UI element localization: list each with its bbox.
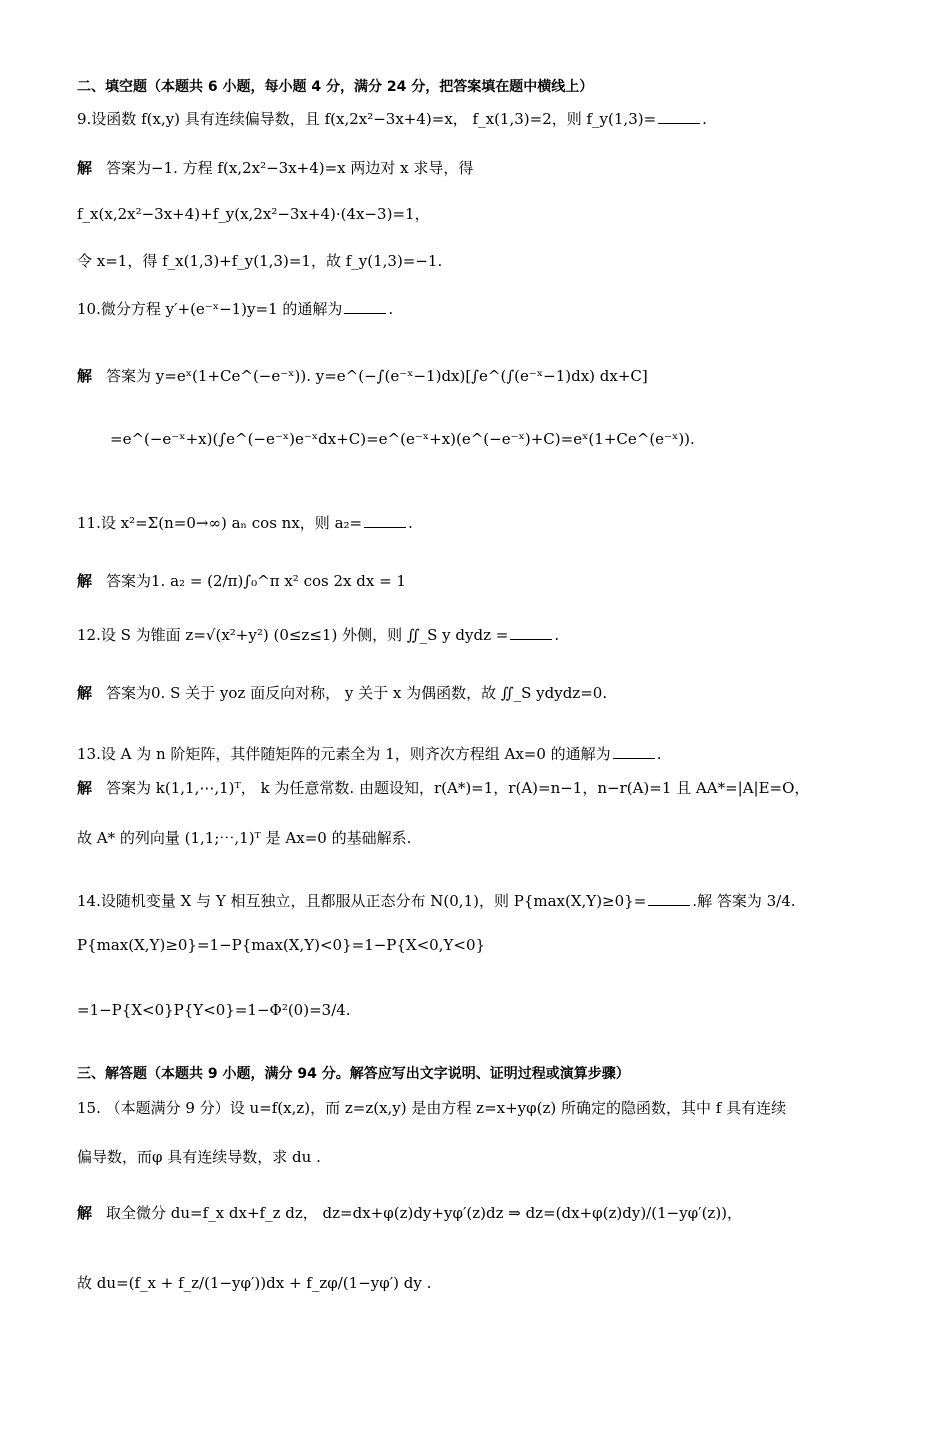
q15-solution-line1: [77, 1202, 910, 1224]
q10-answer-blank: [344, 299, 386, 314]
q9-solution-text1: 答案为−1. 方程 f(x,2x²−3x+4)=x 两边对 x 求导，得: [106, 159, 474, 177]
q13-solution-line1: [77, 777, 910, 799]
q10-question-text: 10.微分方程 y′+(e⁻ˣ−1)y=1 的通解为: [77, 300, 343, 318]
q13-solution-text1: 答案为 k(1,1,⋯,1)ᵀ， k 为任意常数. 由题设知，r(A*)=1，r(A)=n−1，n−r(A)=1 且 AA*=|A|E=O，: [106, 779, 810, 797]
section3-heading: 三、解答题（本题共 9 小题，满分 94 分。解答应写出文字说明、证明过程或演算步骤）: [77, 1066, 630, 1082]
q11-question: 11.设 x²=Σ(n=0→∞) aₙ cos nx，则 a₂= .: [77, 514, 413, 532]
section2-heading: 二、填空题（本题共 6 小题，每小题 4 分，满分 24 分，把答案填在题中横线上）: [77, 79, 594, 95]
q12-solution-label: 解: [77, 684, 93, 702]
q11-answer-blank: [364, 513, 406, 528]
q14-answer-blank: [648, 891, 690, 906]
q13-answer-blank: [613, 744, 655, 759]
q9-solution-label: 解: [77, 159, 93, 177]
q9-question: 9.设函数 f(x,y) 具有连续偏导数，且 f(x,2x²−3x+4)=x， f_x(1,3)=2，则 f_y(1,3)= .: [77, 110, 707, 128]
q13-solution-label: 解: [77, 779, 93, 797]
q15-solution-label: 解: [77, 1204, 93, 1222]
q13-solution-line2: 故 A* 的列向量 (1,1;⋯,1)ᵀ 是 Ax=0 的基础解系.: [77, 829, 412, 847]
q15-question-line2: 偏导数，而φ 具有连续导数，求 du .: [77, 1148, 321, 1166]
q14-question: 14.设随机变量 X 与 Y 相互独立，且都服从正态分布 N(0,1)，则 P{max(X,Y)≥0}= .解 答案为 3/4.: [77, 892, 796, 910]
q10-solution-line1: [77, 365, 910, 387]
q9-solution-line1: [77, 157, 910, 179]
q14-solution-line1: P{max(X,Y)≥0}=1−P{max(X,Y)<0}=1−P{X<0,Y<0}: [77, 936, 486, 954]
q14-question-text: 14.设随机变量 X 与 Y 相互独立，且都服从正态分布 N(0,1)，则 P{max(X,Y)≥0}=: [77, 892, 647, 910]
q10-solution-line2: =e^(−e⁻ˣ+x)(∫e^(−e⁻ˣ)e⁻ˣdx+C)=e^(e⁻ˣ+x)(e^(−e⁻ˣ)+C)=eˣ(1+Ce^(e⁻ˣ)).: [110, 430, 695, 448]
q9-answer-blank: [658, 109, 700, 124]
q10-solution-label: 解: [77, 367, 93, 385]
q15-solution-line2: 故 du=(f_x + f_z/(1−yφ′))dx + f_zφ/(1−yφ′) dy .: [77, 1274, 432, 1292]
q10-solution-text1: 答案为 y=eˣ(1+Ce^(−e⁻ˣ)). y=e^(−∫(e⁻ˣ−1)dx)[∫e^(∫(e⁻ˣ−1)dx) dx+C]: [106, 367, 648, 385]
q12-solution-line1: [77, 682, 910, 704]
q11-solution-label: 解: [77, 572, 93, 590]
q13-question: 13.设 A 为 n 阶矩阵，其伴随矩阵的元素全为 1，则齐次方程组 Ax=0 的通解为 .: [77, 745, 662, 763]
q11-solution-line1: [77, 570, 910, 592]
q9-solution-line3: 令 x=1，得 f_x(1,3)+f_y(1,3)=1，故 f_y(1,3)=−1.: [77, 252, 443, 270]
q12-solution-text1: 答案为0. S 关于 yoz 面反向对称， y 关于 x 为偶函数，故 ∬_S ydydz=0.: [106, 684, 608, 702]
q13-question-text: 13.设 A 为 n 阶矩阵，其伴随矩阵的元素全为 1，则齐次方程组 Ax=0 的通解为: [77, 745, 611, 763]
q10-question: 10.微分方程 y′+(e⁻ˣ−1)y=1 的通解为 .: [77, 300, 394, 318]
q14-solution-inline: 解 答案为 3/4.: [697, 892, 796, 910]
q14-solution-line2: =1−P{X<0}P{Y<0}=1−Φ²(0)=3/4.: [77, 1001, 351, 1019]
q12-question-text: 12.设 S 为锥面 z=√(x²+y²) (0≤z≤1) 外侧，则 ∬_S y dydz =: [77, 626, 509, 644]
q12-answer-blank: [510, 625, 552, 640]
q15-question-line1: 15. （本题满分 9 分）设 u=f(x,z)，而 z=z(x,y) 是由方程 z=x+yφ(z) 所确定的隐函数，其中 f 具有连续: [77, 1099, 787, 1117]
q11-solution-text1: 答案为1. a₂ = (2/π)∫₀^π x² cos 2x dx = 1: [106, 572, 406, 590]
q11-question-text: 11.设 x²=Σ(n=0→∞) aₙ cos nx，则 a₂=: [77, 514, 363, 532]
q9-solution-line2: f_x(x,2x²−3x+4)+f_y(x,2x²−3x+4)·(4x−3)=1，: [77, 205, 430, 223]
q15-solution-text1: 取全微分 du=f_x dx+f_z dz， dz=dx+φ(z)dy+yφ′(z)dz ⇒ dz=(dx+φ(z)dy)/(1−yφ′(z))，: [106, 1204, 743, 1222]
q12-question: 12.设 S 为锥面 z=√(x²+y²) (0≤z≤1) 外侧，则 ∬_S y dydz = .: [77, 626, 560, 644]
q9-question-text: 9.设函数 f(x,y) 具有连续偏导数，且 f(x,2x²−3x+4)=x， f_x(1,3)=2，则 f_y(1,3)=: [77, 110, 657, 128]
